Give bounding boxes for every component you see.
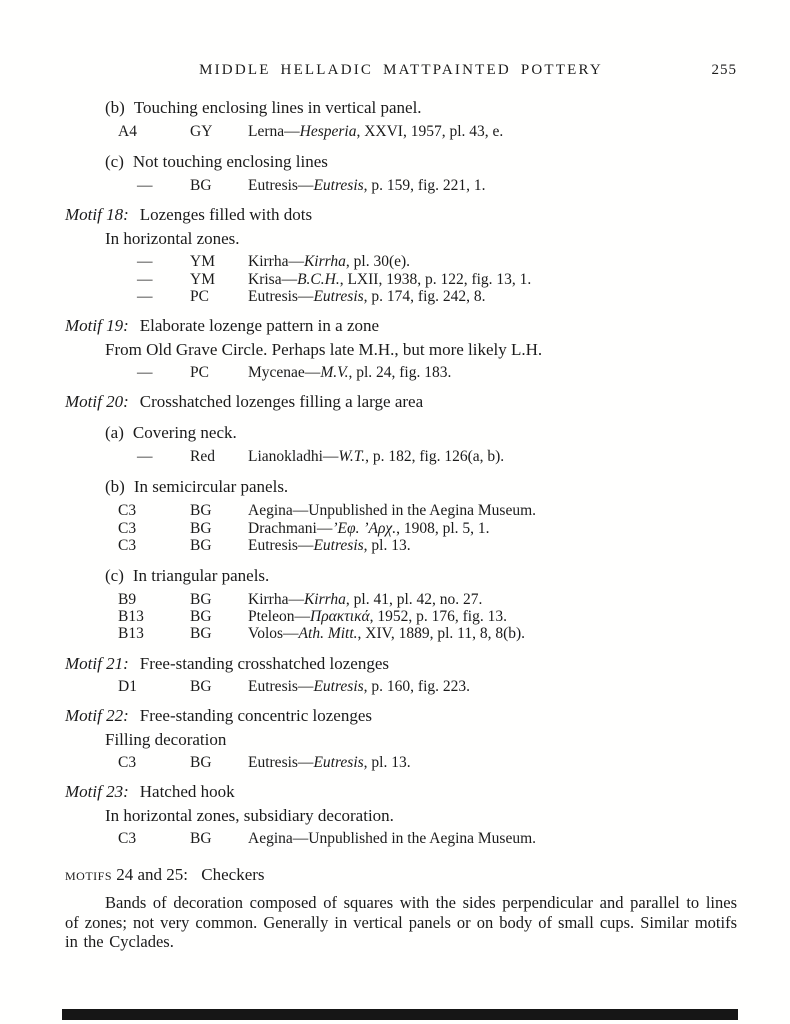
ware-code: BG (190, 591, 212, 609)
variant-text: In semicircular panels. (133, 477, 289, 497)
variant-heading-c (105, 152, 737, 171)
citation (248, 364, 451, 381)
ware-code: BG (190, 536, 212, 554)
citation-title-italic: Πρακτικά (310, 608, 370, 626)
citation-detail: , p. 182, fig. 126(a, b). (365, 448, 505, 466)
motif-label: Motif 18: (65, 205, 129, 225)
ware-code: YM (190, 270, 215, 288)
site-name: Kirrha— (248, 253, 304, 271)
motifs-smallcaps-label: motifs (65, 865, 113, 885)
ware-code: Red (190, 448, 215, 466)
site-name: Eutresis— (248, 177, 314, 195)
shape-code: C3 (118, 753, 137, 771)
shape-code: — (137, 253, 153, 271)
citation-detail: , pl. 24, fig. 183. (348, 364, 452, 382)
citation (248, 608, 507, 625)
citation-title-italic: Kirrha (303, 253, 346, 271)
citation-detail: , XXVI, 1957, pl. 43, e. (356, 123, 504, 140)
motif-title: Elaborate lozenge pattern in a zone (139, 316, 380, 336)
motif-title: Lozenges filled with dots (139, 205, 313, 225)
citation-detail: , 1908, pl. 5, 1. (396, 519, 490, 537)
citation-title-italic: Eutresis (313, 287, 364, 305)
site-name: Eutresis— (248, 677, 314, 695)
site-name: Aegina— (248, 502, 309, 520)
variant-label: (c) (105, 152, 124, 172)
shape-code: D1 (118, 677, 137, 695)
catalog-entry (65, 625, 737, 642)
citation-detail: Unpublished in the Aegina Museum. (308, 502, 537, 520)
running-title: MIDDLE HELLADIC MATTPAINTED POTTERY (199, 62, 603, 78)
ware-code: BG (190, 677, 212, 695)
motif-title: Hatched hook (139, 782, 235, 802)
site-name: Mycenae— (248, 364, 321, 382)
citation (248, 678, 470, 695)
site-name: Krisa— (248, 270, 298, 288)
catalog-entry (65, 123, 737, 140)
ware-code: PC (190, 287, 209, 305)
shape-code: — (137, 177, 153, 195)
site-name: Eutresis— (248, 753, 314, 771)
catalog-entry (65, 830, 737, 847)
shape-code: B9 (118, 591, 137, 609)
site-name: Drachmani— (248, 519, 333, 537)
variant-heading-b (105, 98, 737, 117)
citation-detail: , XIV, 1889, pl. 11, 8, 8(b). (357, 625, 526, 643)
catalog-entry (65, 520, 737, 537)
citation-title-italic: Eutresis (313, 536, 364, 554)
motif-23-heading (65, 782, 737, 801)
shape-code: — (137, 287, 153, 305)
catalog-entry (65, 253, 737, 270)
citation-detail: , p. 160, fig. 223. (363, 677, 471, 695)
shape-code: C3 (118, 830, 137, 848)
citation-detail: , LXII, 1938, p. 122, fig. 13, 1. (339, 270, 532, 288)
motif-label: Motif 19: (65, 316, 129, 336)
motif-title: Crosshatched lozenges filling a large area (139, 392, 424, 412)
shape-code: B13 (118, 625, 144, 643)
catalog-entry (65, 448, 737, 465)
citation (248, 520, 490, 537)
citation-title-italic: Eutresis (313, 677, 364, 695)
ware-code: BG (190, 502, 212, 520)
ware-code: BG (190, 519, 212, 537)
variant-label: (b) (105, 98, 125, 117)
site-name: Aegina— (248, 830, 309, 848)
variant-text: Covering neck. (132, 423, 237, 443)
catalog-entry (65, 537, 737, 554)
site-name: Volos— (248, 625, 299, 643)
motif-label: Motif 23: (65, 782, 129, 802)
citation (248, 754, 411, 771)
citation-title-italic: B.C.H. (297, 270, 340, 288)
catalog-entry (65, 591, 737, 608)
variant-heading-20b (105, 477, 737, 496)
ware-code: PC (190, 364, 209, 382)
ware-code: BG (190, 608, 212, 626)
shape-code: C3 (118, 519, 137, 537)
citation-detail: , p. 159, fig. 221, 1. (363, 177, 486, 195)
variant-text: In triangular panels. (132, 566, 270, 586)
motif-note: In horizontal zones, subsidiary decoration. (105, 806, 394, 826)
catalog-entry (65, 177, 737, 194)
citation (248, 123, 503, 140)
citation-title-italic: Hesperia (299, 123, 357, 140)
ware-code: BG (190, 625, 212, 643)
site-name: Pteleon— (248, 608, 310, 626)
citation (248, 625, 525, 642)
shape-code: — (137, 364, 153, 382)
citation (248, 288, 486, 305)
citation (248, 537, 411, 554)
catalog-entry (65, 608, 737, 625)
ware-code: YM (190, 253, 215, 271)
shape-code: C3 (118, 502, 137, 520)
citation-detail: , pl. 13. (363, 536, 411, 554)
variant-heading-20a (105, 423, 737, 442)
citation-title-italic: ’Εφ. ’Αρχ. (332, 519, 397, 537)
motif-label: Motif 20: (65, 392, 129, 412)
variant-heading-20c (105, 566, 737, 585)
citation-title-italic: M.V. (320, 364, 349, 382)
citation-detail: , p. 174, fig. 242, 8. (363, 287, 486, 305)
motif-21-heading (65, 654, 737, 673)
ware-code: BG (190, 753, 212, 771)
motifs-24-25-heading (65, 865, 737, 885)
catalog-entry (65, 754, 737, 771)
citation-detail: , pl. 41, pl. 42, no. 27. (345, 591, 483, 609)
citation (248, 502, 536, 519)
motif-19-heading (65, 316, 737, 335)
citation-detail: , pl. 30(e). (345, 253, 411, 271)
citation-title-italic: Eutresis (313, 753, 364, 771)
shape-code: C3 (118, 536, 137, 554)
motif-22-heading (65, 706, 737, 725)
running-header (65, 62, 737, 79)
site-name: Eutresis— (248, 287, 314, 305)
citation (248, 271, 531, 288)
motif-note: In horizontal zones. (105, 229, 240, 249)
shape-code: — (137, 448, 153, 466)
motif-18-heading (65, 205, 737, 224)
ware-code: BG (190, 177, 212, 195)
motif-note: Filling decoration (105, 729, 227, 749)
citation-title-italic: Eutresis (313, 177, 364, 195)
motif-title: Free-standing crosshatched lozenges (139, 653, 389, 673)
motif-20-heading (65, 392, 737, 411)
shape-code: A4 (118, 123, 137, 140)
citation-detail: Unpublished in the Aegina Museum. (308, 830, 537, 848)
variant-label: (b) (105, 477, 125, 497)
motif-label: Motif 22: (65, 705, 129, 725)
citation (248, 448, 504, 465)
shape-code: — (137, 270, 153, 288)
catalog-entry (65, 271, 737, 288)
shape-code: B13 (118, 608, 144, 626)
citation-detail: , 1952, p. 176, fig. 13. (369, 608, 507, 626)
motif-label: Motif 21: (65, 653, 129, 673)
motif-title: Free-standing concentric lozenges (139, 705, 372, 725)
site-name: Eutresis— (248, 536, 314, 554)
catalog-entry (65, 502, 737, 519)
citation (248, 830, 536, 847)
site-name: Lianokladhi— (248, 448, 339, 466)
site-name: Kirrha— (248, 591, 304, 609)
catalog-entry (65, 364, 737, 381)
catalog-entry (65, 678, 737, 695)
citation-title-italic: Kirrha (303, 591, 346, 609)
motifs-title: Checkers (201, 865, 265, 885)
variant-text: Touching enclosing lines in vertical panel. (133, 98, 422, 117)
citation-detail: , pl. 13. (363, 753, 411, 771)
citation (248, 591, 482, 608)
citation-title-italic: W.T. (338, 448, 366, 466)
variant-text: Not touching enclosing lines (132, 152, 328, 172)
ware-code: GY (190, 123, 213, 140)
catalog-entry (65, 288, 737, 305)
variant-label: (c) (105, 566, 124, 586)
variant-label: (a) (105, 423, 124, 443)
citation (248, 177, 486, 194)
citation-title-italic: Ath. Mitt. (298, 625, 358, 643)
page-number: 255 (711, 62, 737, 78)
body-paragraph: Bands of decoration composed of squares with the sides perpendicular and parallel to lines of zones; not very common. Generally in vertical panels or on body of small cups. Similar motifs in the Cyclades. (65, 893, 737, 952)
motifs-numbers: 24 and 25: (116, 865, 189, 885)
motif-note: From Old Grave Circle. Perhaps late M.H., but more likely L.H. (105, 340, 543, 360)
citation (248, 253, 410, 270)
ware-code: BG (190, 830, 212, 848)
site-name: Lerna— (248, 123, 300, 140)
scan-artifact-bar (62, 1009, 738, 1020)
